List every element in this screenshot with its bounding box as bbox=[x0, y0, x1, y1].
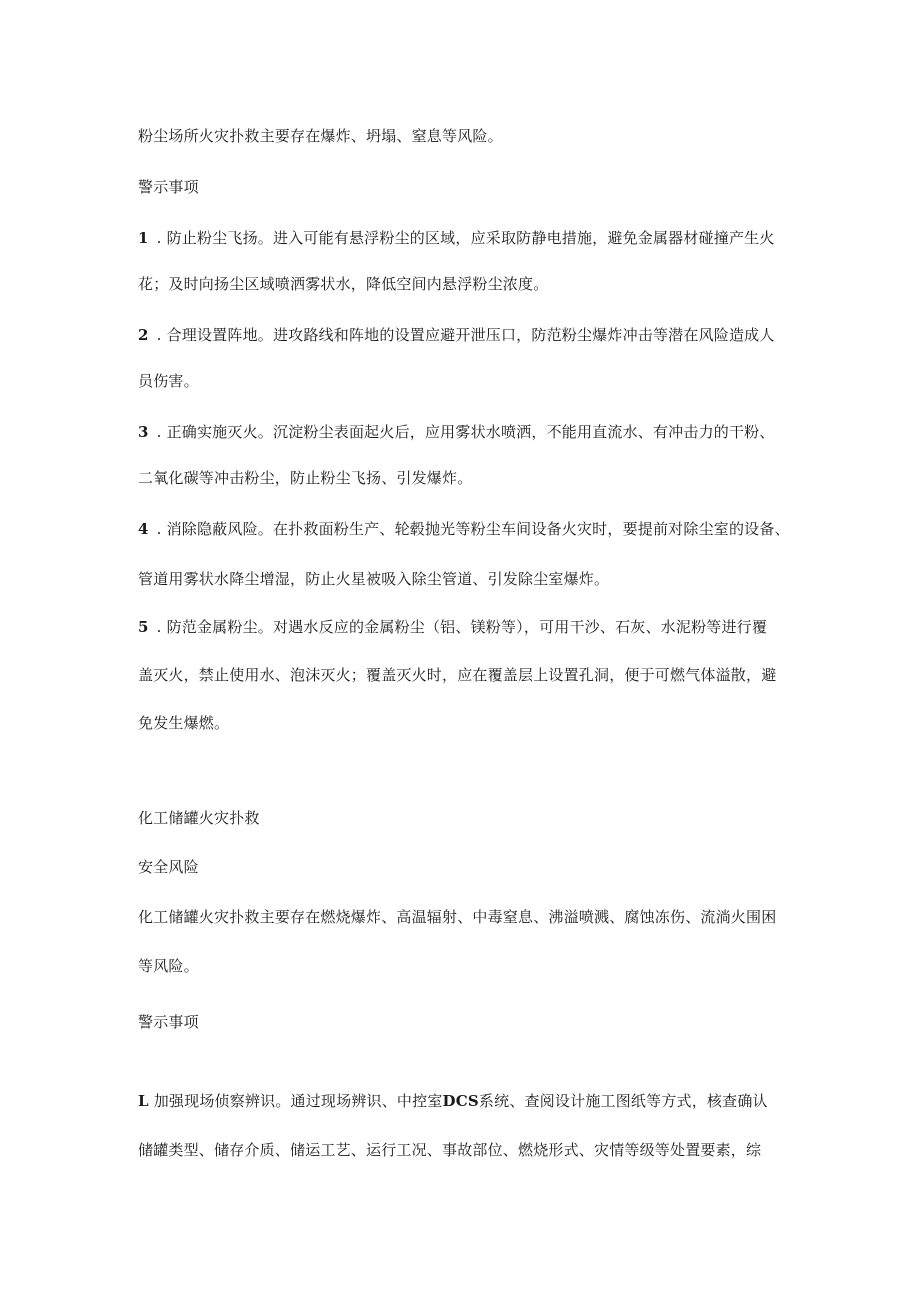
dust-item-3-number: 3 bbox=[138, 423, 149, 441]
dust-item-1-number: 1 bbox=[138, 229, 149, 247]
dust-item-5-number: 5 bbox=[138, 618, 149, 636]
tank-item-1-line-2: 储罐类型、储存介质、储运工艺、运行工况、事故部位、燃烧形式、灾情等级等处置要素，综 bbox=[138, 1141, 762, 1159]
tank-risk-line-2: 等风险。 bbox=[138, 957, 199, 975]
tank-warning-heading: 警示事项 bbox=[138, 1013, 199, 1031]
dust-item-2-text: . 合理设置阵地。进攻路线和阵地的设置应避开泄压口，防范粉尘爆炸冲击等潜在风险造成人 bbox=[156, 326, 775, 344]
tank-fire-title: 化工储罐火灾扑救 bbox=[138, 809, 260, 827]
dust-fire-risk-intro: 粉尘场所火灾扑救主要存在爆炸、坍塌、窒息等风险。 bbox=[138, 127, 503, 145]
tank-item-1-text-a: 加强现场侦察辨识。通过现场辨识、中控室 bbox=[148, 1092, 443, 1110]
tank-item-1-dcs: DCS bbox=[442, 1092, 479, 1110]
tank-item-1-text-b: 系统、查阅设计施工图纸等方式，核查确认 bbox=[478, 1092, 768, 1110]
dust-item-1-line-1 bbox=[138, 228, 798, 248]
tank-item-1-prefix: L bbox=[138, 1092, 149, 1110]
dust-item-3-line-1 bbox=[138, 422, 798, 442]
dust-item-5-line-2: 盖灭火，禁止使用水、泡沫灭火；覆盖灭火时，应在覆盖层上设置孔洞，便于可燃气体溢散，避 bbox=[138, 666, 777, 684]
dust-item-4-number: 4 bbox=[138, 520, 149, 538]
dust-item-1-text: . 防止粉尘飞扬。进入可能有悬浮粉尘的区域，应采取防静电措施，避免金属器材碰撞产生火 bbox=[156, 229, 775, 247]
dust-item-1-line-2: 花；及时向扬尘区域喷洒雾状水，降低空间内悬浮粉尘浓度。 bbox=[138, 275, 549, 293]
dust-item-3-line-2: 二氧化碳等冲击粉尘，防止粉尘飞扬、引发爆炸。 bbox=[138, 469, 473, 487]
dust-item-3-text: . 正确实施灭火。沉淀粉尘表面起火后，应用雾状水喷洒，不能用直流水、有冲击力的干粉、 bbox=[156, 423, 775, 441]
tank-risk-line-1: 化工储罐火灾扑救主要存在燃烧爆炸、高温辐射、中毒窒息、沸溢喷溅、腐蚀冻伤、流淌火围困 bbox=[138, 908, 777, 926]
tank-risk-heading: 安全风险 bbox=[138, 858, 199, 876]
tank-item-1-line-1 bbox=[138, 1091, 798, 1111]
dust-item-5-text: . 防范金属粉尘。对遇水反应的金属粉尘（铝、镁粉等），可用干沙、石灰、水泥粉等进行覆 bbox=[156, 618, 768, 636]
dust-item-2-line-1 bbox=[138, 325, 798, 345]
dust-item-5-line-1 bbox=[138, 617, 798, 637]
dust-item-4-line-1 bbox=[138, 519, 798, 539]
dust-item-2-number: 2 bbox=[138, 326, 149, 344]
dust-item-4-text: . 消除隐蔽风险。在扑救面粉生产、轮毂抛光等粉尘车间设备火灾时，要提前对除尘室的设备、 bbox=[156, 520, 790, 538]
dust-warning-heading: 警示事项 bbox=[138, 178, 199, 196]
dust-item-4-line-2: 管道用雾状水降尘增湿，防止火星被吸入除尘管道、引发除尘室爆炸。 bbox=[138, 570, 610, 588]
dust-item-2-line-2: 员伤害。 bbox=[138, 372, 199, 390]
dust-item-5-line-3: 免发生爆燃。 bbox=[138, 714, 230, 732]
